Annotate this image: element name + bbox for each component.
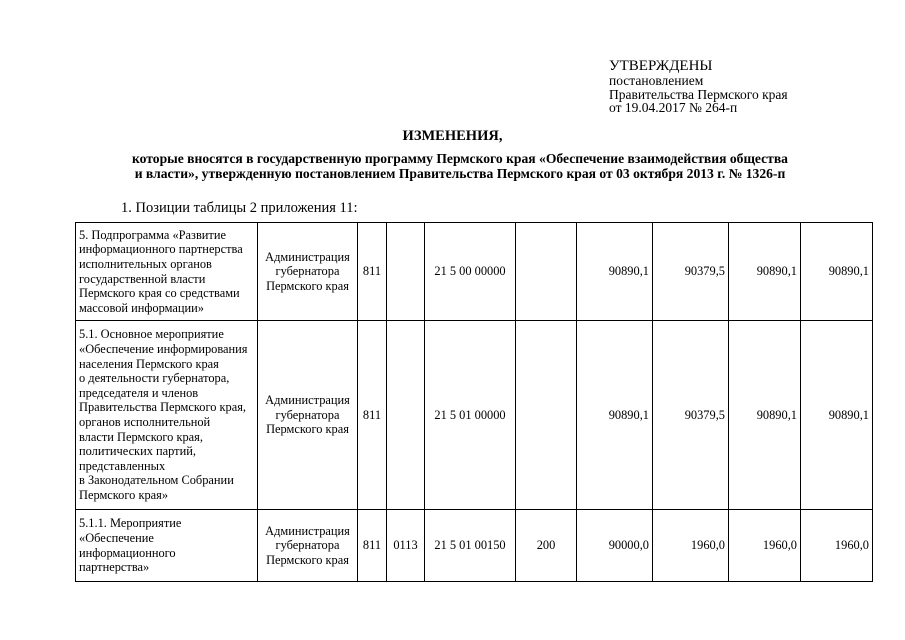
rzpr-cell: 0113 [387, 510, 425, 582]
rzpr-cell [387, 321, 425, 510]
subtitle-line: которые вносятся в государственную программу Пермского края «Обеспечение взаимодействия общества [132, 151, 788, 166]
csr-cell: 21 5 01 00000 [425, 321, 516, 510]
document-subtitle [60, 151, 860, 181]
amount-cell: 1960,0 [729, 510, 801, 582]
amount-cell: 90379,5 [653, 321, 729, 510]
amount-cell: 90379,5 [653, 223, 729, 321]
table-row [76, 510, 873, 582]
table-row [76, 321, 873, 510]
vr-cell: 200 [516, 510, 577, 582]
approval-line: постановлением [609, 73, 704, 88]
executor-cell: Администрация губернатора Пермского края [258, 321, 358, 510]
vr-cell [516, 223, 577, 321]
program-name-cell: 5.1.1. Мероприятие «Обеспечение информационного партнерства» [76, 510, 258, 582]
amount-cell: 90890,1 [729, 223, 801, 321]
amount-cell: 90890,1 [729, 321, 801, 510]
document-title: ИЗМЕНЕНИЯ, [402, 128, 503, 144]
approval-title: УТВЕРЖДЕНЫ [609, 58, 713, 74]
amount-cell: 90890,1 [801, 321, 873, 510]
amount-cell: 90000,0 [577, 510, 653, 582]
csr-cell: 21 5 00 00000 [425, 223, 516, 321]
grbs-cell: 811 [358, 223, 387, 321]
amount-cell: 90890,1 [577, 321, 653, 510]
executor-cell: Администрация губернатора Пермского края [258, 510, 358, 582]
amount-cell: 1960,0 [801, 510, 873, 582]
program-name-cell: 5. Подпрограмма «Развитие информационного партнерства исполнительных органов государственной власти Пермского края со средствами массовой информации» [76, 223, 258, 321]
approval-stamp [609, 58, 788, 115]
program-name-cell: 5.1. Основное мероприятие «Обеспечение информирования населения Пермского края о деятельности губернатора, председателя и членов Правительства Пермского края, органов исполнительной власти Пермского края, политических партий, представленных в Законодательном Собрании Пермского края» [76, 321, 258, 510]
amount-cell: 1960,0 [653, 510, 729, 582]
approval-line: Правительства Пермского края [609, 86, 788, 102]
vr-cell [516, 321, 577, 510]
csr-cell: 21 5 01 00150 [425, 510, 516, 582]
grbs-cell: 811 [358, 510, 387, 582]
amount-cell: 90890,1 [577, 223, 653, 321]
section-heading: 1. Позиции таблицы 2 приложения 11: [121, 200, 358, 216]
table-row [76, 223, 873, 321]
grbs-cell: 811 [358, 321, 387, 510]
rzpr-cell [387, 223, 425, 321]
approval-date: от 19.04.2017 № 264-п [609, 100, 738, 115]
executor-cell: Администрация губернатора Пермского края [258, 223, 358, 321]
amount-cell: 90890,1 [801, 223, 873, 321]
subtitle-line: и власти», утвержденную постановлением Правительства Пермского края от 03 октября 2013 г. № 1326-п [134, 166, 786, 181]
program-table [75, 222, 873, 582]
